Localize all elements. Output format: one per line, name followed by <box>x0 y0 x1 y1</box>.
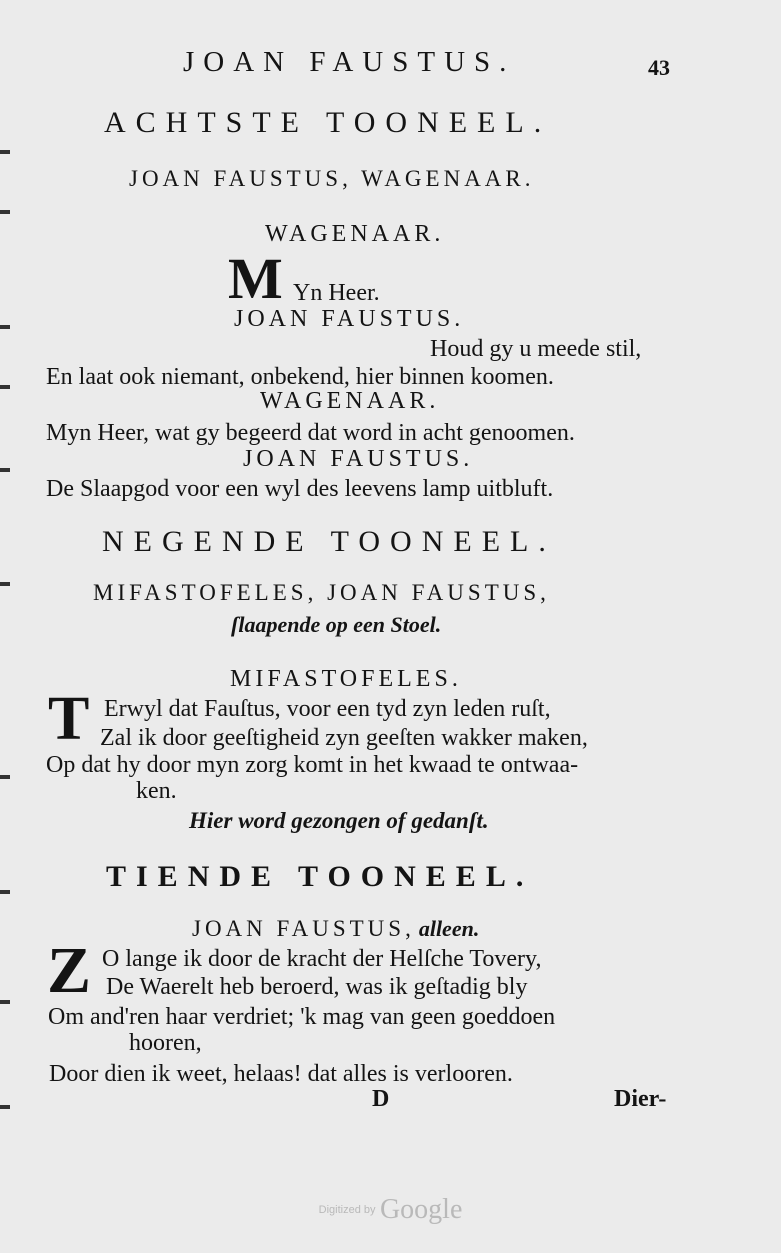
signature-mark: D <box>372 1086 390 1112</box>
google-logo: Google <box>379 1194 463 1225</box>
verse-line: Houd gy u meede stil, <box>430 336 642 362</box>
cast-line <box>192 916 479 942</box>
cast-list: JOAN FAUSTUS, <box>192 916 415 941</box>
margin-mark <box>0 582 10 586</box>
speaker-name: JOAN FAUSTUS. <box>243 446 474 472</box>
verse-line: Door dien ik weet, helaas! dat alles is verlooren. <box>49 1061 513 1087</box>
verse-line: O lange ik door de kracht der Helſche Tovery, <box>102 946 542 972</box>
running-title: JOAN FAUSTUS. <box>183 46 516 78</box>
margin-mark <box>0 1000 10 1004</box>
verse-line: De Slaapgod voor een wyl des leevens lamp uitbluft. <box>46 476 554 502</box>
verse-line: hooren, <box>129 1030 202 1056</box>
digitized-label: Digitized by <box>318 1204 376 1216</box>
speaker-name: WAGENAAR. <box>265 221 445 247</box>
margin-mark <box>0 385 10 389</box>
page-number: 43 <box>648 55 670 80</box>
margin-mark <box>0 150 10 154</box>
verse-line: Op dat hy door myn zorg komt in het kwaad te ontwaa- <box>46 752 579 778</box>
drop-cap: T <box>48 685 90 753</box>
speaker-name: MIFASTOFELES. <box>230 666 462 692</box>
scene-title: ACHTSTE TOONEEL. <box>104 106 552 139</box>
stage-direction: Hier word gezongen of gedanſt. <box>189 808 489 833</box>
verse-line: De Waerelt heb beroerd, was ik geſtadig bly <box>106 974 528 1000</box>
margin-mark <box>0 468 10 472</box>
verse-line: Yn Heer. <box>293 280 380 306</box>
cast-note: alleen. <box>418 916 480 941</box>
margin-mark <box>0 325 10 329</box>
catchword: Dier- <box>614 1086 667 1112</box>
drop-cap: M <box>228 246 283 311</box>
verse-line: Myn Heer, wat gy begeerd dat word in acht genoomen. <box>46 420 575 446</box>
verse-line: Erwyl dat Fauſtus, voor een tyd zyn leden ruſt, <box>104 696 551 722</box>
stage-direction: ſlaapende op een Stoel. <box>231 612 442 637</box>
drop-cap: Z <box>47 934 92 1007</box>
speaker-name: WAGENAAR. <box>260 388 440 414</box>
scene-title: NEGENDE TOONEEL. <box>102 525 556 558</box>
margin-mark <box>0 1105 10 1109</box>
cast-list: JOAN FAUSTUS, WAGENAAR. <box>129 166 535 191</box>
verse-line: Zal ik door geeſtigheid zyn geeſten wakker maken, <box>100 725 588 751</box>
verse-line: Om and'ren haar verdriet; 'k mag van geen goeddoen <box>48 1004 556 1030</box>
digitized-watermark <box>0 1194 781 1226</box>
margin-mark <box>0 890 10 894</box>
scene-title: TIENDE TOONEEL. <box>106 860 534 893</box>
margin-mark <box>0 775 10 779</box>
cast-list: MIFASTOFELES, JOAN FAUSTUS, <box>93 580 550 605</box>
verse-line: ken. <box>136 778 177 804</box>
verse-line: En laat ook niemant, onbekend, hier binnen koomen. <box>46 364 554 390</box>
margin-mark <box>0 210 10 214</box>
speaker-name: JOAN FAUSTUS. <box>234 306 465 332</box>
